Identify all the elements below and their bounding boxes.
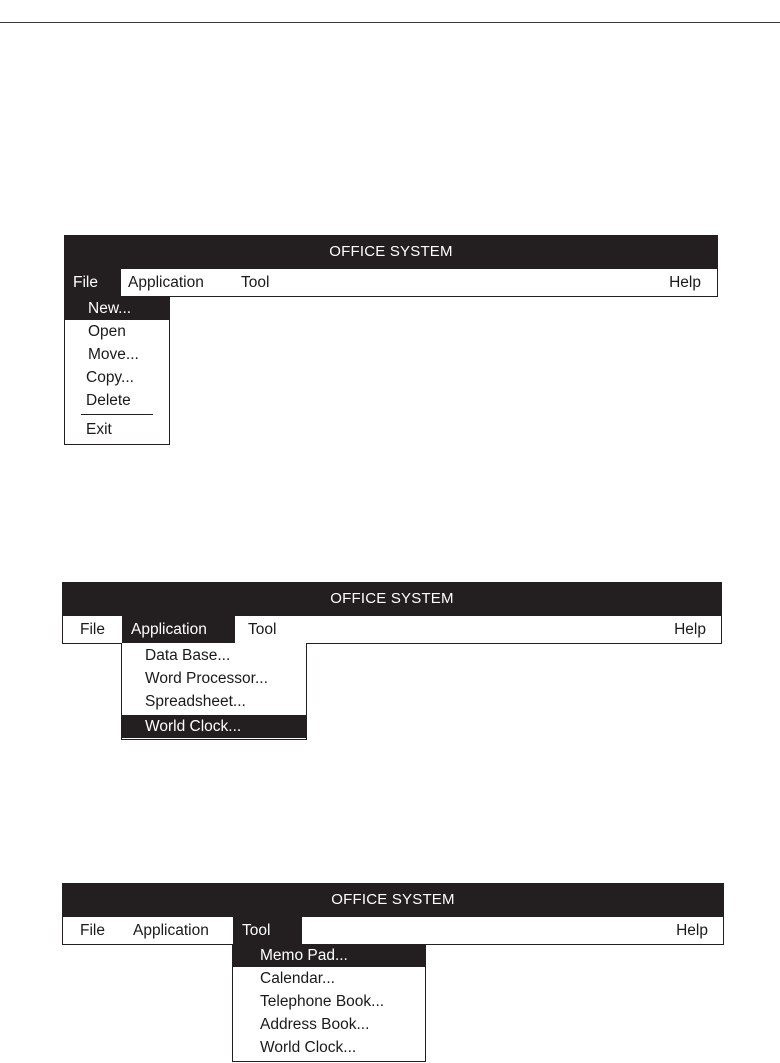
tool-dropdown xyxy=(232,944,426,1062)
menu-file[interactable]: File xyxy=(80,922,105,939)
office-window-file-menu xyxy=(64,235,718,297)
page-top-rule xyxy=(0,22,780,23)
file-menu-new[interactable]: New... xyxy=(65,297,170,320)
office-window-application-menu xyxy=(62,582,722,644)
tool-menu-memo-pad[interactable]: Memo Pad... xyxy=(233,944,426,967)
file-menu-exit[interactable]: Exit xyxy=(86,421,112,438)
application-menu-data-base[interactable]: Data Base... xyxy=(145,647,231,664)
menu-help[interactable]: Help xyxy=(669,274,701,291)
menu-help[interactable]: Help xyxy=(674,621,706,638)
menu-tool[interactable]: Tool xyxy=(241,274,270,291)
menu-application[interactable]: Application xyxy=(122,616,235,643)
menu-tool[interactable]: Tool xyxy=(248,621,277,638)
menu-file[interactable]: File xyxy=(64,269,121,296)
menu-bar xyxy=(64,269,718,297)
tool-menu-world-clock[interactable]: World Clock... xyxy=(260,1039,357,1056)
file-dropdown xyxy=(64,297,170,445)
window-title: OFFICE SYSTEM xyxy=(62,582,722,616)
application-menu-word-processor[interactable]: Word Processor... xyxy=(145,670,268,687)
office-window-tool-menu xyxy=(62,883,724,945)
menu-bar xyxy=(62,917,724,945)
tool-menu-telephone-book[interactable]: Telephone Book... xyxy=(260,993,385,1010)
window-title: OFFICE SYSTEM xyxy=(62,883,724,917)
application-menu-spreadsheet[interactable]: Spreadsheet... xyxy=(145,693,246,710)
file-menu-copy[interactable]: Copy... xyxy=(86,369,134,386)
menu-application[interactable]: Application xyxy=(128,274,204,291)
menu-help[interactable]: Help xyxy=(676,922,708,939)
menu-file[interactable]: File xyxy=(80,621,105,638)
application-menu-world-clock[interactable]: World Clock... xyxy=(122,715,307,738)
file-menu-open[interactable]: Open xyxy=(88,323,126,340)
file-menu-delete[interactable]: Delete xyxy=(86,392,131,409)
menu-application[interactable]: Application xyxy=(133,922,209,939)
menu-tool[interactable]: Tool xyxy=(233,917,302,944)
tool-menu-calendar[interactable]: Calendar... xyxy=(260,970,335,987)
application-dropdown xyxy=(121,643,307,740)
menu-bar xyxy=(62,616,722,644)
file-menu-move[interactable]: Move... xyxy=(88,346,139,363)
window-title: OFFICE SYSTEM xyxy=(64,235,718,269)
tool-menu-address-book[interactable]: Address Book... xyxy=(260,1016,370,1033)
file-menu-separator xyxy=(81,414,153,415)
